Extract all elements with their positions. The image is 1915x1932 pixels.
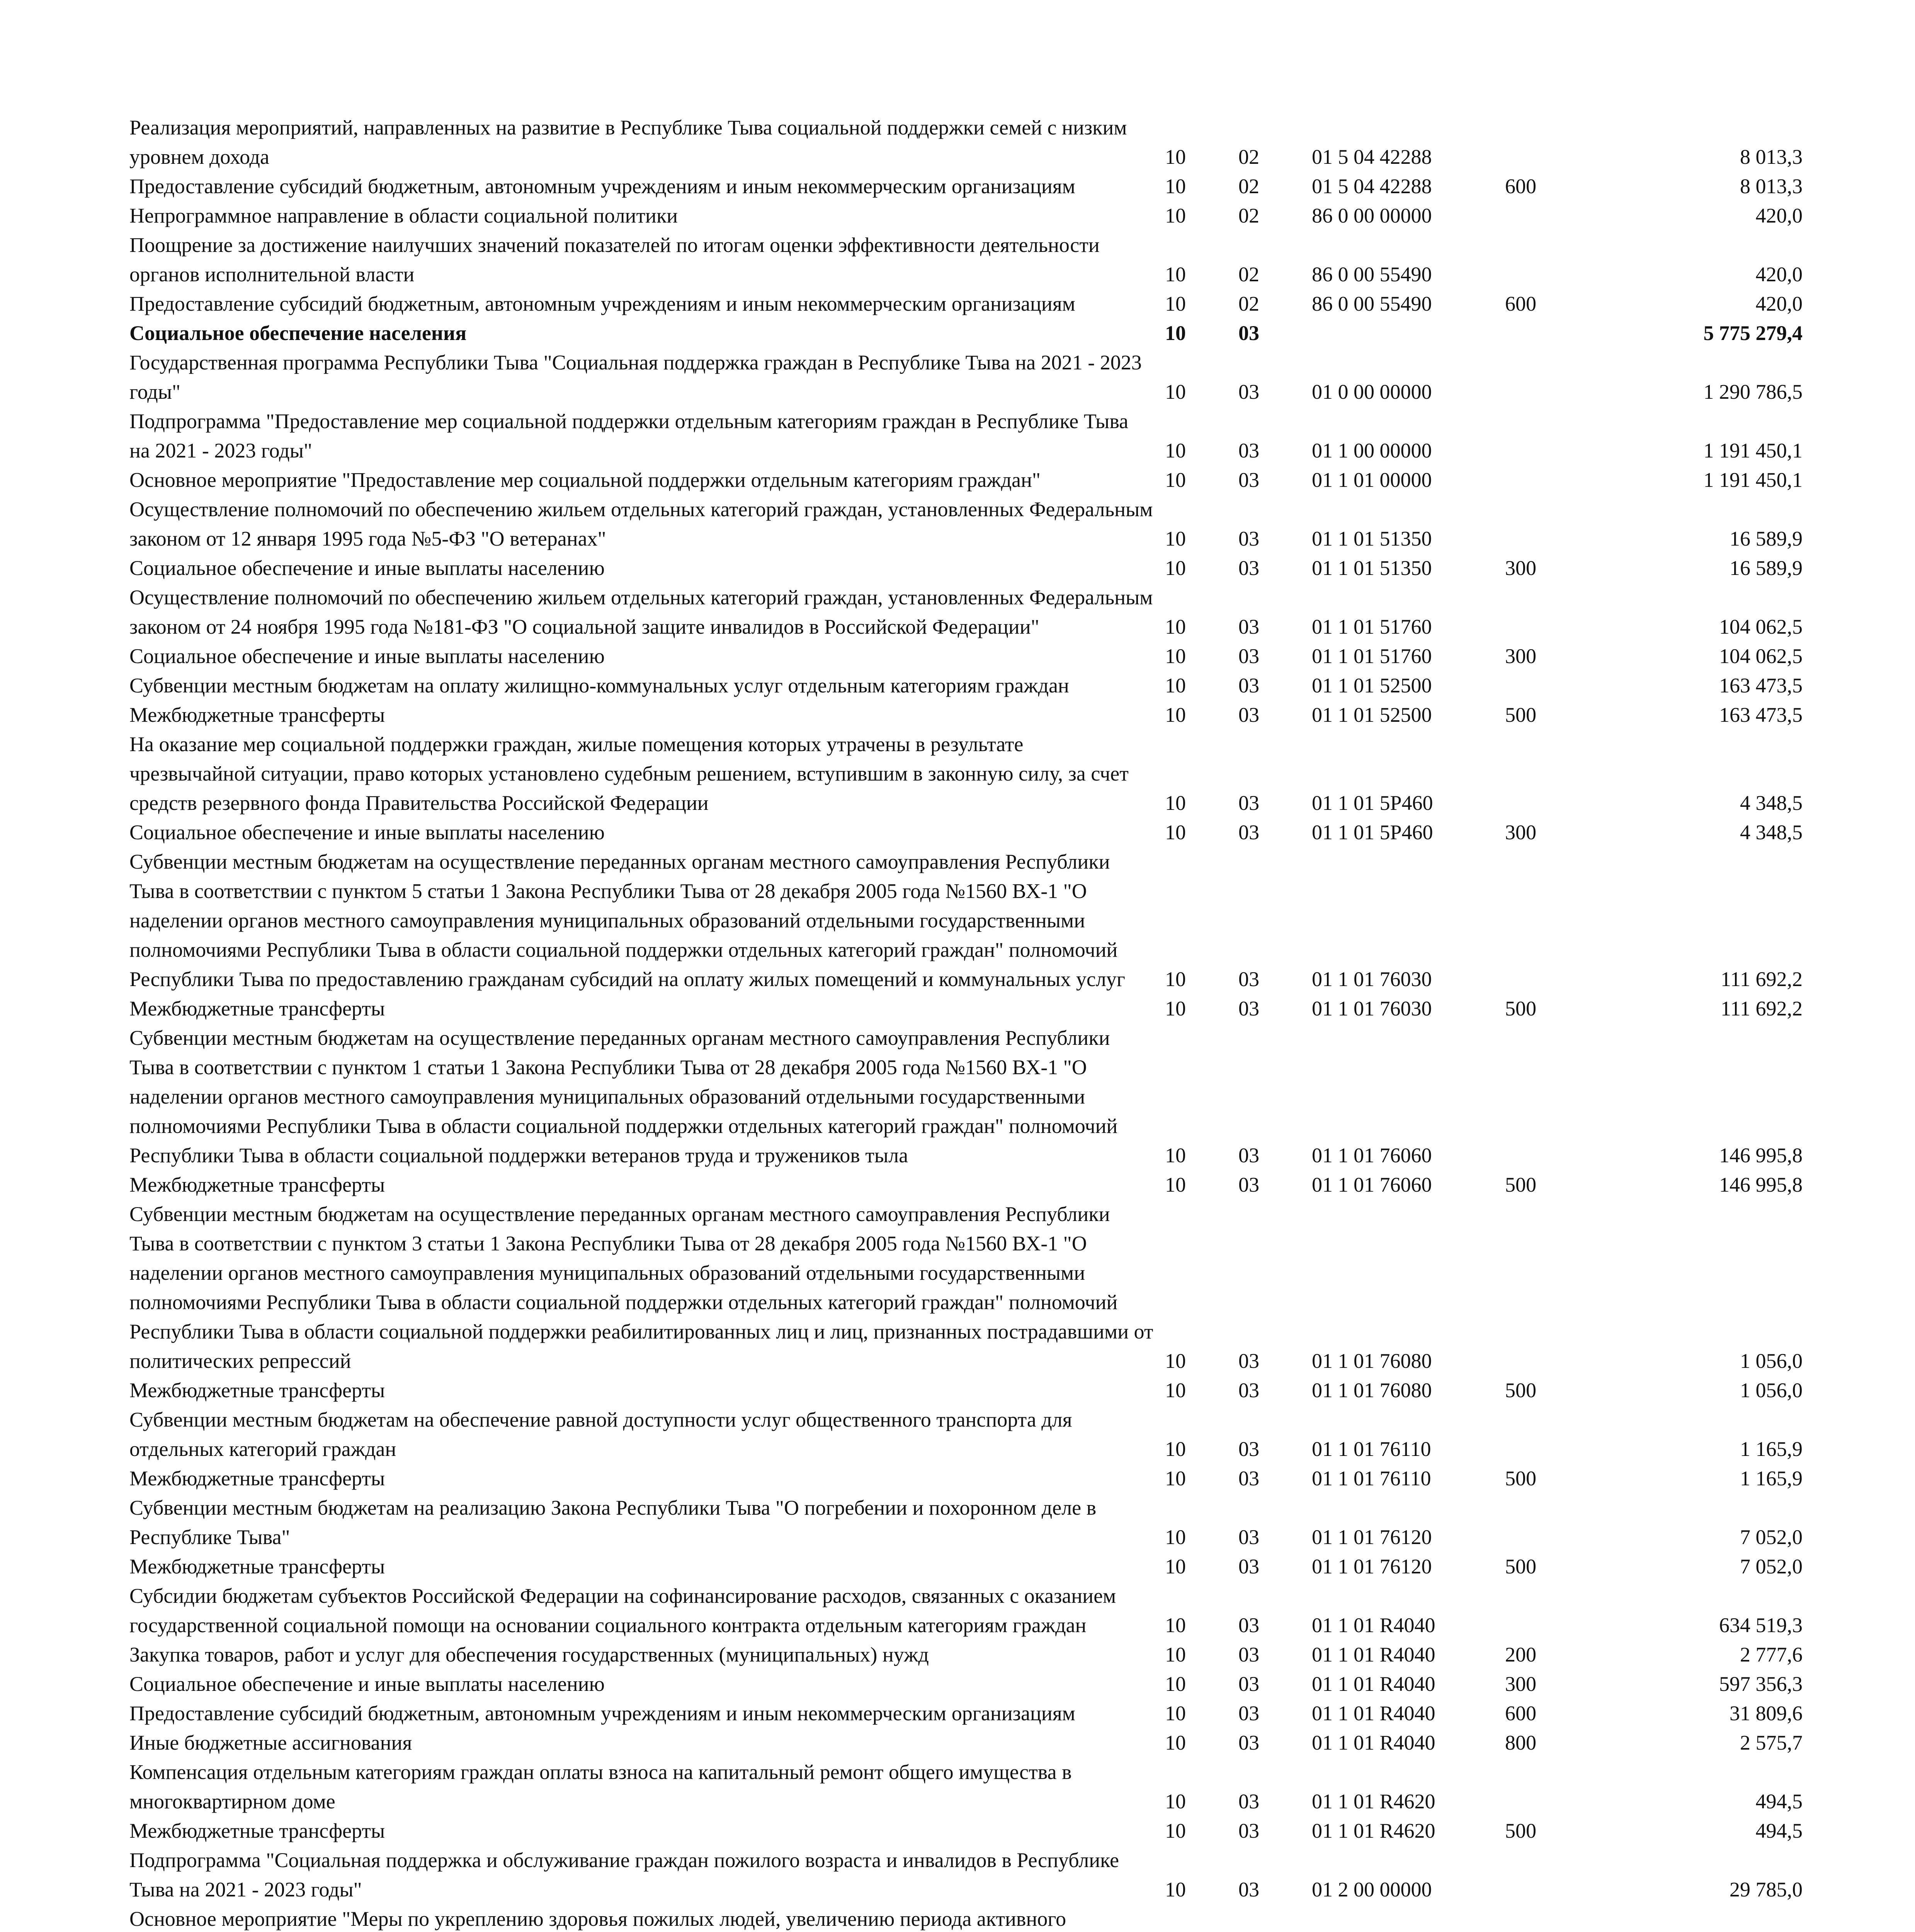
table-row: [129, 1464, 1806, 1493]
row-section-code: 10: [1165, 1643, 1186, 1666]
row-section-code: 10: [1165, 1790, 1186, 1813]
row-name: Субвенции местным бюджетам на оплату жилищно-коммунальных услуг отдельным категориям граждан: [129, 674, 1069, 697]
row-expense-type: [1505, 348, 1621, 406]
row-expense-type: [1505, 1581, 1621, 1640]
row-section-code: 10: [1165, 145, 1186, 168]
row-amount: 104 062,5: [1719, 645, 1803, 668]
row-target-article: 01 1 01 52500: [1312, 674, 1432, 697]
row-subsection-code: 03: [1238, 1702, 1259, 1725]
row-target-article: 86 0 00 00000: [1312, 204, 1432, 227]
row-expense-type: 200: [1505, 1643, 1536, 1666]
row-section-code: 10: [1165, 1702, 1186, 1725]
row-target-article: 01 5 04 42288: [1312, 145, 1432, 168]
row-subsection-code: 02: [1238, 175, 1259, 198]
row-subsection-code: 03: [1238, 1614, 1259, 1637]
row-name: Государственная программа Республики Тыва "Социальная поддержка граждан в Республике Тыва на 2021 - 2023 годы": [129, 351, 1142, 403]
row-expense-type: [1505, 495, 1621, 553]
row-name: Основное мероприятие "Предоставление мер социальной поддержки отдельным категориям граждан": [129, 468, 1041, 492]
row-section-code: 10: [1165, 674, 1186, 697]
row-expense-type: 500: [1505, 1467, 1536, 1490]
row-subsection-code: 03: [1238, 615, 1259, 638]
table-row: [129, 1699, 1806, 1728]
row-target-article: 01 1 01 76120: [1312, 1526, 1432, 1549]
row-expense-type: [1505, 583, 1621, 641]
row-section-code: 10: [1165, 1467, 1186, 1490]
row-target-article: 01 1 01 76080: [1312, 1349, 1432, 1372]
row-target-article: 01 1 00 00000: [1312, 439, 1432, 462]
row-amount: 111 692,2: [1721, 997, 1803, 1020]
row-name: Осуществление полномочий по обеспечению жильем отдельных категорий граждан, установленных Федеральным законом от 12 января 1995 года №5-ФЗ "О ветеранах": [129, 498, 1153, 550]
row-target-article: 01 1 01 R4620: [1312, 1790, 1435, 1813]
row-name: Межбюджетные трансферты: [129, 1819, 385, 1842]
row-expense-type: [1505, 1904, 1621, 1932]
row-amount: 494,5: [1755, 1790, 1803, 1813]
row-expense-type: 500: [1505, 1379, 1536, 1402]
row-target-article: 01 1 01 76030: [1312, 997, 1432, 1020]
row-name: Межбюджетные трансферты: [129, 997, 385, 1020]
row-subsection-code: 03: [1238, 1643, 1259, 1666]
table-row: [129, 583, 1806, 641]
row-amount: 597 356,3: [1719, 1672, 1803, 1696]
table-row: [129, 230, 1806, 289]
row-amount: 8 013,3: [1740, 145, 1803, 168]
row-amount: 1 290 786,5: [1703, 380, 1803, 403]
row-name: Иные бюджетные ассигнования: [129, 1731, 412, 1754]
row-name: Социальное обеспечение и иные выплаты населению: [129, 645, 605, 668]
table-row: [129, 1493, 1806, 1552]
table-row: [129, 1552, 1806, 1581]
row-section-code: 10: [1165, 556, 1186, 580]
row-name: Межбюджетные трансферты: [129, 703, 385, 726]
row-section-code: 10: [1165, 791, 1186, 815]
table-row: [129, 113, 1806, 172]
row-expense-type: [1505, 1405, 1621, 1464]
row-expense-type: 300: [1505, 556, 1536, 580]
row-expense-type: 300: [1505, 821, 1536, 844]
table-row: [129, 465, 1806, 495]
row-subsection-code: 03: [1238, 439, 1259, 462]
row-subsection-code: 02: [1238, 145, 1259, 168]
row-target-article: 01 1 01 76120: [1312, 1555, 1432, 1578]
row-section-code: 10: [1165, 645, 1186, 668]
table-row: [129, 1728, 1806, 1757]
row-amount: 146 995,8: [1719, 1173, 1803, 1196]
row-name: Межбюджетные трансферты: [129, 1173, 385, 1196]
row-target-article: 01 5 04 42288: [1312, 175, 1432, 198]
row-section-code: 10: [1165, 1672, 1186, 1696]
row-section-code: 10: [1165, 703, 1186, 726]
row-subsection-code: 03: [1238, 1555, 1259, 1578]
row-amount: 1 165,9: [1740, 1467, 1803, 1490]
row-subsection-code: [1238, 1904, 1312, 1932]
row-target-article: 01 1 01 R4040: [1312, 1643, 1435, 1666]
row-expense-type: [1505, 847, 1621, 994]
row-name: Подпрограмма "Предоставление мер социальной поддержки отдельным категориям граждан в Республике Тыва на 2021 - 2023 годы": [129, 410, 1129, 462]
row-target-article: 01 2 00 00000: [1312, 1878, 1432, 1901]
row-name: Предоставление субсидий бюджетным, автономным учреждениям и иным некоммерческим организациям: [129, 175, 1075, 198]
row-subsection-code: 03: [1238, 321, 1259, 345]
row-target-article: 01 1 01 76060: [1312, 1173, 1432, 1196]
row-amount: 7 052,0: [1740, 1555, 1803, 1578]
row-section-code: 10: [1165, 263, 1186, 286]
row-section-code: 10: [1165, 615, 1186, 638]
row-target-article: 01 1 01 76080: [1312, 1379, 1432, 1402]
row-name: Осуществление полномочий по обеспечению жильем отдельных категорий граждан, установленных Федеральным законом от 24 ноября 1995 года №181-ФЗ "О социальной защите инвалидов в Российской Федерации": [129, 586, 1153, 638]
row-amount: 2 777,6: [1740, 1643, 1803, 1666]
row-amount: 7 052,0: [1740, 1526, 1803, 1549]
row-expense-type: [1505, 318, 1621, 348]
row-section-code: 10: [1165, 321, 1186, 345]
row-name: Субвенции местным бюджетам на обеспечение равной доступности услуг общественного транспорта для отдельных категорий граждан: [129, 1408, 1072, 1461]
row-name: Подпрограмма "Социальная поддержка и обслуживание граждан пожилого возраста и инвалидов в Республике Тыва на 2021 - 2023 годы": [129, 1849, 1119, 1901]
row-subsection-code: 03: [1238, 1878, 1259, 1901]
row-amount: 1 191 450,1: [1703, 468, 1803, 492]
table-row: [129, 553, 1806, 583]
row-amount: 4 348,5: [1740, 791, 1803, 815]
row-target-article: 01 1 01 00000: [1312, 468, 1432, 492]
row-target-article: 01 1 01 76110: [1312, 1467, 1431, 1490]
row-section-code: 10: [1165, 968, 1186, 991]
row-amount: 1 056,0: [1740, 1379, 1803, 1402]
row-name: Субвенции местным бюджетам на осуществление переданных органам местного самоуправления Республики Тыва в соответствии с пунктом 5 статьи 1 Закона Республики Тыва от 28 декабря 2005 года №1560 ВХ-1 "О наделении органов местного самоуправления муниципальных образований отдельными государственными полномочиями Республики Тыва в области социальной поддержки отдельных категорий граждан" полномочий Республики Тыва по предоставлению гражданам субсидий на оплату жилых помещений и коммунальных услуг: [129, 850, 1125, 991]
row-section-code: 10: [1165, 175, 1186, 198]
row-subsection-code: 03: [1238, 468, 1259, 492]
row-expense-type: [1505, 1493, 1621, 1552]
table-row: [129, 172, 1806, 201]
row-amount: 111 692,2: [1721, 968, 1803, 991]
row-amount: 16 589,9: [1730, 556, 1803, 580]
table-row: [129, 495, 1806, 553]
row-amount: 494,5: [1755, 1819, 1803, 1842]
row-name: Субвенции местным бюджетам на осуществление переданных органам местного самоуправления Республики Тыва в соответствии с пунктом 3 статьи 1 Закона Республики Тыва от 28 декабря 2005 года №1560 ВХ-1 "О наделении органов местного самоуправления муниципальных образований отдельными государственными полномочиями Республики Тыва в области социальной поддержки отдельных категорий граждан" полномочий Республики Тыва в области социальной поддержки реабилитированных лиц и лиц, признанных пострадавшими от политических репрессий: [129, 1202, 1153, 1372]
table-row: [129, 1376, 1806, 1405]
budget-rows: [129, 113, 1806, 1932]
table-row: [129, 671, 1806, 700]
row-subsection-code: 03: [1238, 997, 1259, 1020]
table-row: [129, 1816, 1806, 1845]
row-target-article: 01 1 01 76110: [1312, 1437, 1431, 1461]
row-name: Социальное обеспечение и иные выплаты населению: [129, 821, 605, 844]
row-target-article: 86 0 00 55490: [1312, 292, 1432, 315]
row-subsection-code: 03: [1238, 1379, 1259, 1402]
row-name: Межбюджетные трансферты: [129, 1379, 385, 1402]
row-subsection-code: 03: [1238, 674, 1259, 697]
row-target-article: 01 1 01 51760: [1312, 645, 1432, 668]
row-subsection-code: 03: [1238, 791, 1259, 815]
row-expense-type: [1505, 1757, 1621, 1816]
table-row: [129, 1023, 1806, 1170]
row-subsection-code: 03: [1238, 1173, 1259, 1196]
row-section-code: 10: [1165, 1731, 1186, 1754]
table-row: [129, 318, 1806, 348]
row-expense-type: 600: [1505, 1702, 1536, 1725]
table-row: [129, 1199, 1806, 1376]
table-row: [129, 847, 1806, 994]
row-expense-type: [1505, 201, 1621, 230]
table-row: [129, 1405, 1806, 1464]
table-row: [129, 730, 1806, 818]
table-row: [129, 1757, 1806, 1816]
row-section-code: 10: [1165, 204, 1186, 227]
row-expense-type: [1505, 113, 1621, 172]
row-expense-type: 600: [1505, 175, 1536, 198]
row-expense-type: 600: [1505, 292, 1536, 315]
row-subsection-code: 03: [1238, 1144, 1259, 1167]
row-section-code: [1161, 1904, 1238, 1932]
row-expense-type: [1505, 230, 1621, 289]
row-subsection-code: 03: [1238, 1672, 1259, 1696]
row-subsection-code: 03: [1238, 1349, 1259, 1372]
row-section-code: 10: [1165, 380, 1186, 403]
row-section-code: 10: [1165, 1614, 1186, 1637]
row-expense-type: [1505, 406, 1621, 465]
row-name: На оказание мер социальной поддержки граждан, жилые помещения которых утрачены в результате чрезвычайной ситуации, право которых установлено судебным решением, вступившим в законную силу, за счет средств резервного фонда Правительства Российской Федерации: [129, 733, 1129, 815]
row-subsection-code: 03: [1238, 703, 1259, 726]
row-expense-type: 500: [1505, 1173, 1536, 1196]
row-subsection-code: 02: [1238, 292, 1259, 315]
row-section-code: 10: [1165, 1144, 1186, 1167]
row-name: Социальное обеспечение и иные выплаты населению: [129, 1672, 605, 1696]
row-name: Субвенции местным бюджетам на осуществление переданных органам местного самоуправления Республики Тыва в соответствии с пунктом 1 статьи 1 Закона Республики Тыва от 28 декабря 2005 года №1560 ВХ-1 "О наделении органов местного самоуправления муниципальных образований отдельными государственными полномочиями Республики Тыва в области социальной поддержки отдельных категорий граждан" полномочий Республики Тыва в области социальной поддержки ветеранов труда и тружеников тыла: [129, 1026, 1118, 1167]
row-amount: 1 165,9: [1740, 1437, 1803, 1461]
table-row: [129, 1904, 1806, 1932]
row-amount: 8 013,3: [1740, 175, 1803, 198]
row-expense-type: 300: [1505, 1672, 1536, 1696]
row-target-article: 01 1 01 R4040: [1312, 1702, 1435, 1725]
row-name: Предоставление субсидий бюджетным, автономным учреждениям и иным некоммерческим организациям: [129, 292, 1075, 315]
row-amount: 29 785,0: [1730, 1878, 1803, 1901]
row-target-article: 01 1 01 R4040: [1312, 1731, 1435, 1754]
row-target-article: [1312, 318, 1505, 348]
row-expense-type: 500: [1505, 1555, 1536, 1578]
row-expense-type: 800: [1505, 1731, 1536, 1754]
table-row: [129, 1669, 1806, 1699]
row-name: Поощрение за достижение наилучших значений показателей по итогам оценки эффективности деятельности органов исполнительной власти: [129, 233, 1100, 286]
table-row: [129, 818, 1806, 847]
row-section-code: 10: [1165, 439, 1186, 462]
table-row: [129, 201, 1806, 230]
table-row: [129, 700, 1806, 730]
row-subsection-code: 03: [1238, 1467, 1259, 1490]
row-name: Межбюджетные трансферты: [129, 1555, 385, 1578]
row-section-code: 10: [1165, 292, 1186, 315]
row-expense-type: [1505, 671, 1621, 700]
row-amount: 16 589,9: [1730, 527, 1803, 550]
table-row: [129, 994, 1806, 1023]
row-section-code: 10: [1165, 1555, 1186, 1578]
table-row: [129, 1581, 1806, 1640]
row-section-code: 10: [1165, 1819, 1186, 1842]
row-target-article: 86 0 00 55490: [1312, 263, 1432, 286]
row-subsection-code: 03: [1238, 1526, 1259, 1549]
row-amount: 420,0: [1755, 292, 1803, 315]
row-section-code: 10: [1165, 1437, 1186, 1461]
row-subsection-code: 03: [1238, 645, 1259, 668]
row-target-article: 01 1 01 52500: [1312, 703, 1432, 726]
table-row: [129, 1170, 1806, 1199]
row-target-article: 01 1 01 51760: [1312, 615, 1432, 638]
row-subsection-code: 03: [1238, 380, 1259, 403]
row-section-code: 10: [1165, 1379, 1186, 1402]
row-target-article: 01 1 01 R4040: [1312, 1672, 1435, 1696]
row-name: Социальное обеспечение и иные выплаты населению: [129, 556, 605, 580]
row-subsection-code: 02: [1238, 204, 1259, 227]
row-expense-type: 500: [1505, 997, 1536, 1020]
row-subsection-code: 03: [1238, 556, 1259, 580]
row-target-article: 01 1 01 5Р460: [1312, 791, 1433, 815]
row-name: Предоставление субсидий бюджетным, автономным учреждениям и иным некоммерческим организациям: [129, 1702, 1075, 1725]
row-amount: 2 575,7: [1740, 1731, 1803, 1754]
row-subsection-code: 03: [1238, 821, 1259, 844]
row-target-article: 01 1 01 51350: [1312, 556, 1432, 580]
row-name: Реализация мероприятий, направленных на развитие в Республике Тыва социальной поддержки семей с низким уровнем дохода: [129, 116, 1127, 168]
row-amount: 163 473,5: [1719, 703, 1803, 726]
table-row: [129, 1845, 1806, 1904]
table-row: [129, 289, 1806, 318]
row-expense-type: [1505, 1199, 1621, 1376]
table-row: [129, 406, 1806, 465]
row-expense-type: [1505, 730, 1621, 818]
row-name: Межбюджетные трансферты: [129, 1467, 385, 1490]
row-subsection-code: 03: [1238, 968, 1259, 991]
row-amount: 163 473,5: [1719, 674, 1803, 697]
row-name: Компенсация отдельным категориям граждан оплаты взноса на капитальный ремонт общего имущества в многоквартирном доме: [129, 1760, 1072, 1813]
row-section-code: 10: [1165, 997, 1186, 1020]
row-target-article: [1312, 1904, 1505, 1932]
row-target-article: 01 0 00 00000: [1312, 380, 1432, 403]
row-expense-type: [1505, 1845, 1621, 1904]
row-expense-type: 300: [1505, 645, 1536, 668]
row-amount: 31 809,6: [1730, 1702, 1803, 1725]
row-amount: 634 519,3: [1719, 1614, 1803, 1637]
row-section-code: 10: [1165, 1173, 1186, 1196]
row-expense-type: 500: [1505, 703, 1536, 726]
row-target-article: 01 1 01 76060: [1312, 1144, 1432, 1167]
budget-table: [129, 113, 1806, 1932]
row-section-code: 10: [1165, 1349, 1186, 1372]
row-section-code: 10: [1165, 527, 1186, 550]
row-amount: 420,0: [1755, 263, 1803, 286]
row-amount: 104 062,5: [1719, 615, 1803, 638]
table-row: [129, 1640, 1806, 1669]
row-section-code: 10: [1165, 821, 1186, 844]
row-target-article: 01 1 01 R4620: [1312, 1819, 1435, 1842]
row-section-code: 10: [1165, 468, 1186, 492]
row-amount: 4 348,5: [1740, 821, 1803, 844]
row-amount: 5 775 279,4: [1703, 321, 1803, 345]
row-expense-type: [1505, 465, 1621, 495]
row-subsection-code: 02: [1238, 263, 1259, 286]
row-target-article: 01 1 01 51350: [1312, 527, 1432, 550]
row-amount: 1 056,0: [1740, 1349, 1803, 1372]
row-amount: 146 995,8: [1719, 1144, 1803, 1167]
row-subsection-code: 03: [1238, 527, 1259, 550]
row-name: Закупка товаров, работ и услуг для обеспечения государственных (муниципальных) нужд: [129, 1643, 929, 1666]
row-subsection-code: 03: [1238, 1437, 1259, 1461]
table-row: [129, 641, 1806, 671]
row-target-article: 01 1 01 76030: [1312, 968, 1432, 991]
row-expense-type: 500: [1505, 1819, 1536, 1842]
row-subsection-code: 03: [1238, 1819, 1259, 1842]
table-row: [129, 348, 1806, 406]
row-name: Непрограммное направление в области социальной политики: [129, 204, 678, 227]
row-subsection-code: 03: [1238, 1790, 1259, 1813]
row-target-article: 01 1 01 5Р460: [1312, 821, 1433, 844]
row-target-article: 01 1 01 R4040: [1312, 1614, 1435, 1637]
row-subsection-code: 03: [1238, 1731, 1259, 1754]
row-name: Основное мероприятие "Меры по укреплению здоровья пожилых людей, увеличению периода активного: [129, 1907, 1066, 1930]
row-name: Социальное обеспечение населения: [129, 321, 467, 345]
row-section-code: 10: [1165, 1526, 1186, 1549]
row-name: Субвенции местным бюджетам на реализацию Закона Республики Тыва "О погребении и похоронном деле в Республике Тыва": [129, 1496, 1097, 1549]
row-amount: 1 191 450,1: [1703, 439, 1803, 462]
row-amount: [1621, 1904, 1806, 1932]
row-expense-type: [1505, 1023, 1621, 1170]
row-name: Субсидии бюджетам субъектов Российской Федерации на софинансирование расходов, связанных с оказанием государственной социальной помощи на основании социального контракта отдельным категориям граждан: [129, 1584, 1116, 1637]
row-amount: 420,0: [1755, 204, 1803, 227]
row-section-code: 10: [1165, 1878, 1186, 1901]
